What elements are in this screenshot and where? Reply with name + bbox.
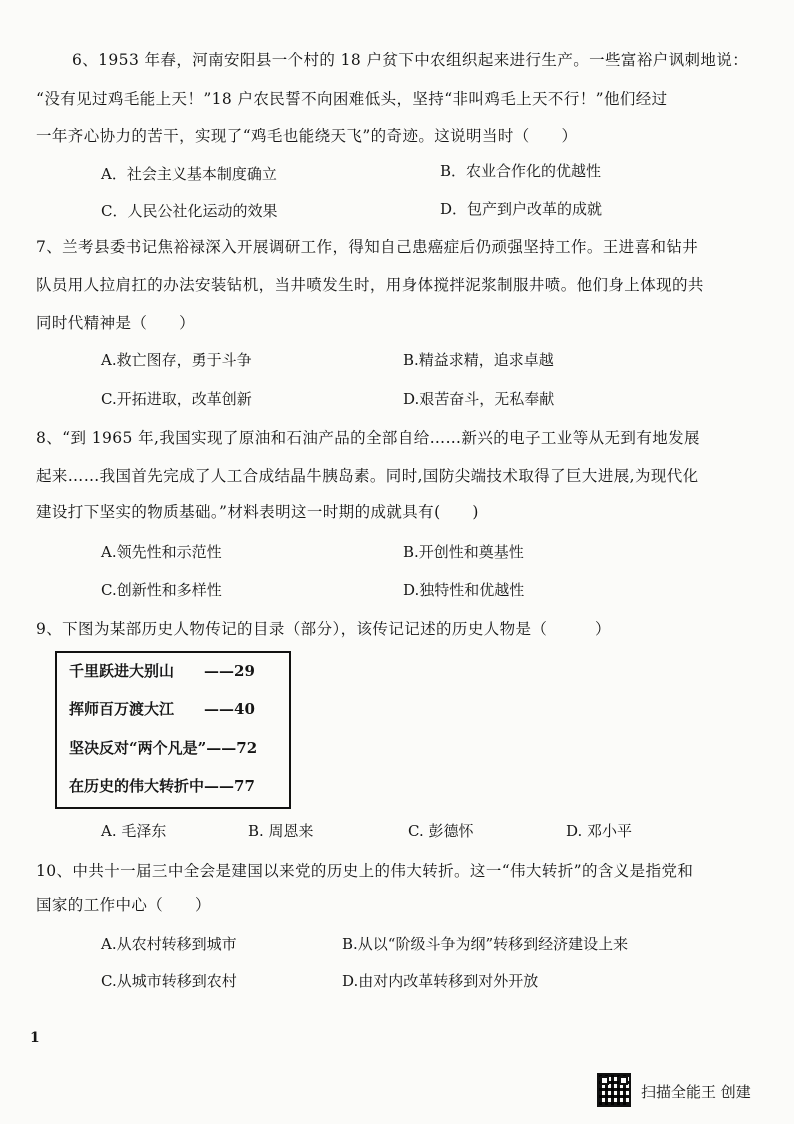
q7-stem-line1: 7、兰考县委书记焦裕禄深入开展调研工作，得知自己患癌症后仍顽强坚持工作。王进喜和钻井 (36, 238, 699, 256)
q6-option-b: B．农业合作化的优越性 (440, 162, 602, 180)
scanner-watermark: 扫描全能王 创建 (641, 1083, 751, 1101)
qr-code-icon (597, 1073, 631, 1107)
q7-option-a: A.救亡图存，勇于斗争 (101, 351, 252, 369)
q6-stem-line2: “没有见过鸡毛能上天！”18 户农民誓不向困难低头，坚持“非叫鸡毛上天不行！”他们经过 (36, 90, 668, 108)
q9-option-c: C. 彭德怀 (408, 822, 474, 840)
page-number: 1 (30, 1030, 40, 1046)
biography-toc-box (55, 651, 291, 809)
q10-option-a: A.从农村转移到城市 (101, 935, 237, 953)
q8-option-d: D.独特性和优越性 (403, 581, 525, 599)
q8-stem-line2: 起来……我国首先完成了人工合成结晶牛胰岛素。同时,国防尖端技术取得了巨大进展,为现代化 (36, 467, 699, 485)
q9-option-a: A. 毛泽东 (101, 822, 167, 840)
q10-stem-line2: 国家的工作中心（ ） (36, 896, 211, 914)
toc-entry: 在历史的伟大转折中——77 (69, 777, 255, 795)
q6-stem-line3: 一年齐心协力的苦干，实现了“鸡毛也能绕天飞”的奇迹。这说明当时（ ） (36, 127, 578, 145)
q8-stem-line1: 8、“到 1965 年,我国实现了原油和石油产品的全部自给……新兴的电子工业等从无到有地发展 (36, 429, 700, 447)
q7-option-c: C.开拓进取，改革创新 (101, 390, 252, 408)
q9-option-b: B. 周恩来 (248, 822, 314, 840)
q10-option-c: C.从城市转移到农村 (101, 972, 237, 990)
toc-entry: 千里跃进大别山 ——29 (69, 662, 255, 680)
q10-option-b: B.从以“阶级斗争为纲”转移到经济建设上来 (342, 935, 629, 953)
q9-stem: 9、下图为某部历史人物传记的目录（部分），该传记记述的历史人物是（ ） (36, 620, 611, 638)
q8-option-b: B.开创性和奠基性 (403, 543, 524, 561)
q6-option-c: C．人民公社化运动的效果 (101, 202, 278, 220)
q6-option-d: D．包产到户改革的成就 (440, 200, 603, 218)
q9-option-d: D. 邓小平 (566, 822, 633, 840)
toc-entry: 挥师百万渡大江 ——40 (69, 700, 255, 718)
q8-stem-line3: 建设打下坚实的物质基础。”材料表明这一时期的成就具有( ) (36, 503, 479, 521)
q6-stem-line1: 6、1953 年春，河南安阳县一个村的 18 户贫下中农组织起来进行生产。一些富裕户讽刺地说： (72, 51, 749, 69)
toc-entry: 坚决反对“两个凡是”——72 (69, 739, 258, 757)
q7-option-b: B.精益求精，追求卓越 (403, 351, 554, 369)
q8-option-a: A.领先性和示范性 (101, 543, 222, 561)
q7-stem-line3: 同时代精神是（ ） (36, 314, 196, 332)
q10-option-d: D.由对内改革转移到对外开放 (342, 972, 539, 990)
q6-option-a: A．社会主义基本制度确立 (101, 165, 277, 183)
q10-stem-line1: 10、中共十一届三中全会是建国以来党的历史上的伟大转折。这一“伟大转折”的含义是指党和 (36, 862, 694, 880)
q8-option-c: C.创新性和多样性 (101, 581, 222, 599)
q7-option-d: D.艰苦奋斗，无私奉献 (403, 390, 555, 408)
q7-stem-line2: 队员用人拉肩扛的办法安装钻机，当井喷发生时，用身体搅拌泥浆制服井喷。他们身上体现的共 (36, 276, 704, 294)
